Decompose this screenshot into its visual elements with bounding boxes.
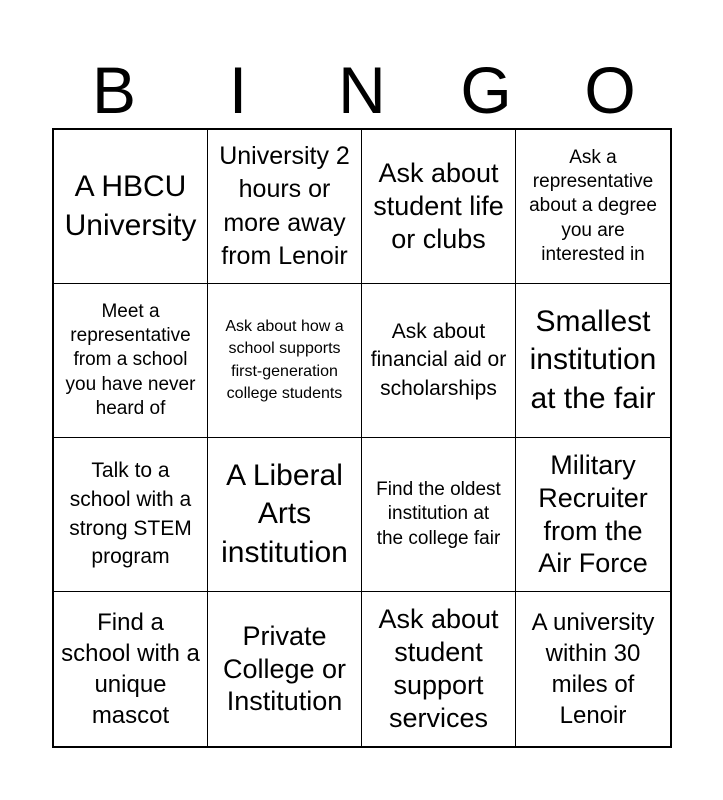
- bingo-cell[interactable]: [516, 592, 670, 746]
- cell-label: Ask about student life or clubs: [373, 158, 504, 254]
- cell-label: Talk to a school with a strong STEM program: [69, 459, 192, 569]
- bingo-cell[interactable]: [516, 284, 670, 438]
- cell-label: A Liberal Arts institution: [221, 459, 348, 569]
- bingo-cell[interactable]: [208, 438, 362, 592]
- header-letter-o: O: [584, 53, 636, 127]
- cell-label: Meet a representative from a school you have never heard of: [65, 300, 196, 419]
- bingo-cell[interactable]: [54, 284, 208, 438]
- cell-label: Find the oldest institution at the college fair: [376, 479, 501, 549]
- cell-label: A university within 30 miles of Lenoir: [531, 608, 655, 730]
- bingo-cell[interactable]: [54, 438, 208, 592]
- cell-label: Military Recruiter from the Air Force: [538, 449, 648, 579]
- bingo-cell[interactable]: [208, 284, 362, 438]
- header-letter-n: N: [338, 53, 386, 127]
- cell-label: Ask about how a school supports first-generation college students: [225, 318, 344, 402]
- bingo-header: [52, 52, 672, 128]
- cell-label: Ask a representative about a degree you are interested in: [529, 146, 657, 265]
- bingo-cell[interactable]: [362, 592, 516, 746]
- cell-label: Ask about student support services: [378, 604, 499, 733]
- bingo-cell[interactable]: [54, 130, 208, 284]
- header-letter-i: I: [228, 53, 248, 127]
- cell-label: Ask about financial aid or scholarships: [370, 319, 507, 400]
- bingo-cell[interactable]: [54, 592, 208, 746]
- bingo-cell[interactable]: [208, 592, 362, 746]
- cell-label: University 2 hours or more away from Lenoir: [219, 142, 350, 270]
- header-letter-b: B: [91, 53, 137, 127]
- cell-label: A HBCU University: [64, 170, 197, 242]
- cell-label: Find a school with a unique mascot: [61, 608, 200, 730]
- bingo-cell[interactable]: [362, 284, 516, 438]
- bingo-grid: [52, 128, 672, 748]
- bingo-cell[interactable]: [362, 130, 516, 284]
- header-letter-g: G: [460, 53, 512, 127]
- bingo-cell[interactable]: [516, 130, 670, 284]
- bingo-cell[interactable]: [516, 438, 670, 592]
- cell-label: Smallest institution at the fair: [529, 305, 657, 415]
- bingo-cell[interactable]: [362, 438, 516, 592]
- bingo-cell[interactable]: [208, 130, 362, 284]
- cell-label: Private College or Institution: [222, 620, 347, 717]
